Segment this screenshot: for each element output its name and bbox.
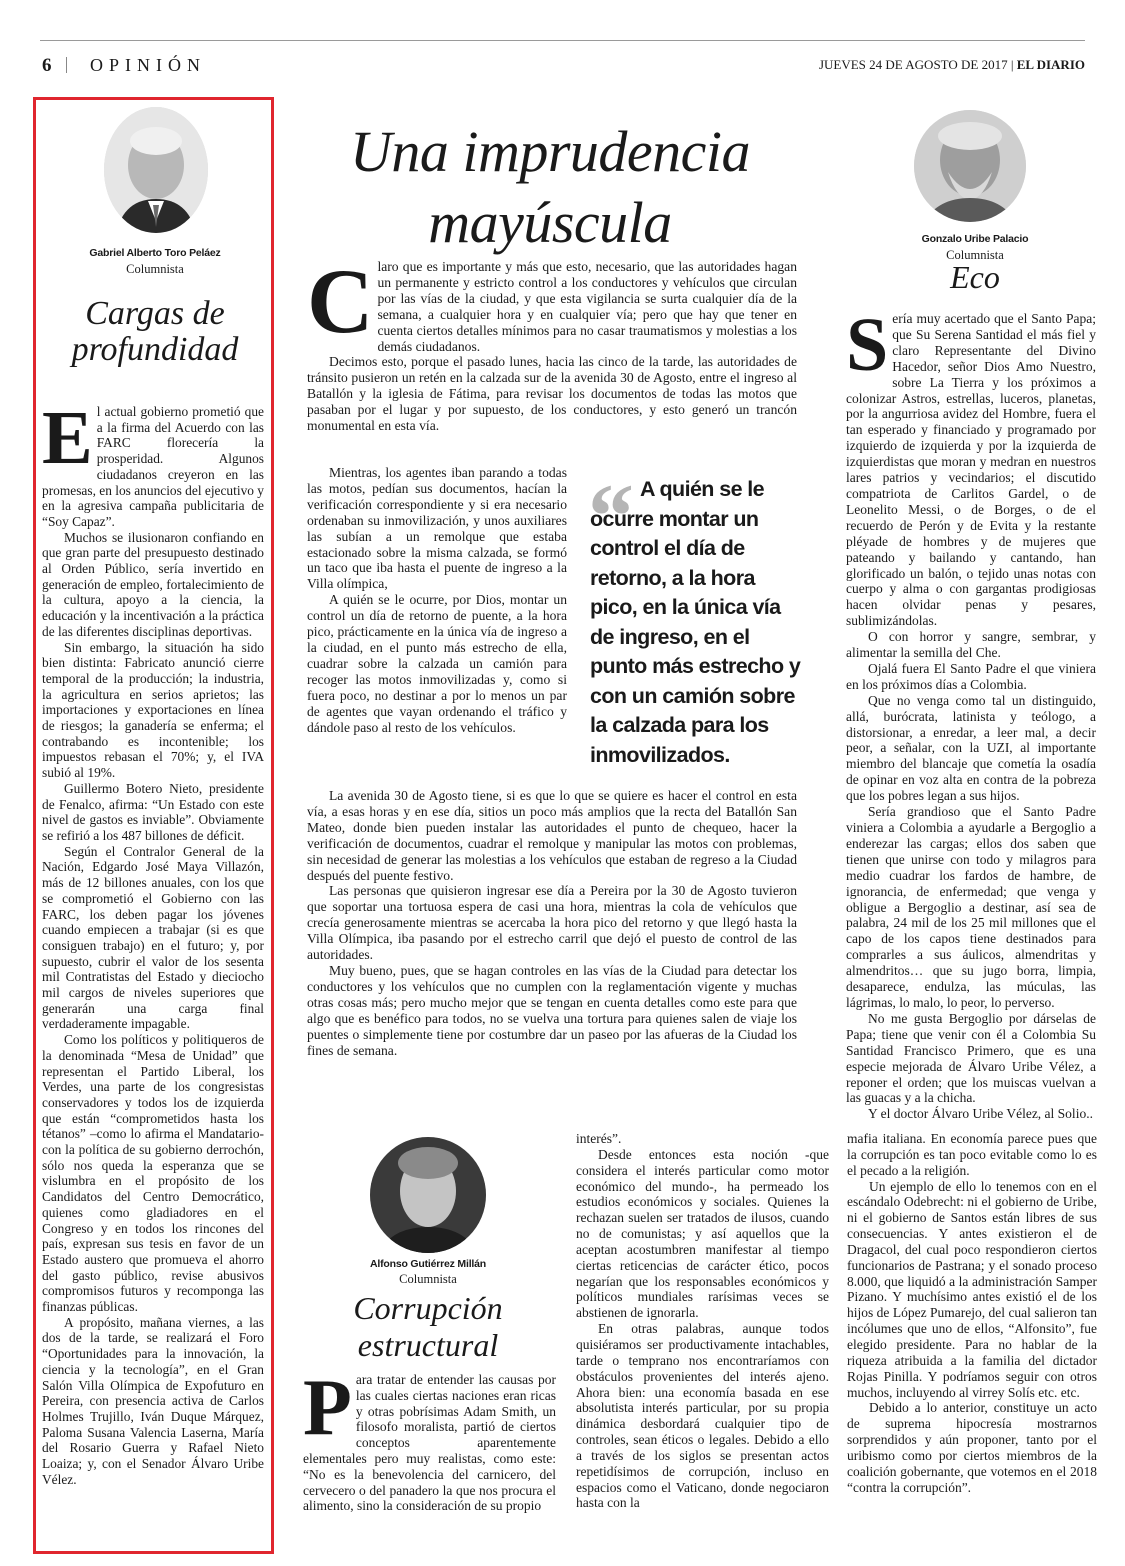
paragraph: Desde entonces esta noción -que considera el interés particular como motor económico del mundo-, ha permeado los estudios económicos y sociales. Quienes la rechazan suelen ser tratados de ilusos, cuando no de comunistas; y así aquellos que la aceptan acostumbren manifestar al tiempo ciertas reticencias de carácter ético, pocos negarían que los responsables económicos y políticos mundiales rarísimas veces se abstienen de ignorarla. — [576, 1146, 829, 1321]
pull-quote — [590, 475, 805, 770]
portrait-image — [914, 110, 1026, 222]
author-role: Columnista — [126, 262, 184, 276]
author-name: Alfonso Gutiérrez Millán — [370, 1258, 486, 1270]
paragraph: No me gusta Bergoglio por dárselas de Papa; tiene que venir con él a Colombia Su Santidad Francisco Primero, que es una especie mejorada de Álvaro Uribe Vélez, a reponer el orden; que los muiscas vuelvan a las guacas y a la chicha. — [846, 1010, 1096, 1106]
page-number: 6 — [42, 55, 52, 76]
paragraph: Ojalá fuera El Santo Padre el que viniera en los próximos días a Colombia. — [846, 660, 1096, 692]
paragraph — [42, 396, 265, 530]
header-separator — [66, 57, 67, 73]
paragraph: Un ejemplo de ello lo tenemos con en el escándalo Odebrecht: ni el gobierno de Uribe, ni el gobierno de Santos están libres de sus consecuencias. Y antes existieron el de Dragacol, del cual poco respondieron ciertos funcionarios de Pastrana; y el sonado proceso 8.000, que liquidó a la administración Samper Pizano. Y muchísimo antes existió el de los hijos de López Pumarejo, del cual salieron tan incólumes que uno de ellos, “Alfonsito”, fue elegido presidente. Para no hablar de la riqueza atribuida a la familia del dictador Rojas Pinilla. Y podríamos seguir con otros muchos, incluyendo al virrey Solís etc. etc. — [847, 1178, 1097, 1400]
paragraph-text: laro que es importante y más que esto, necesario, que las autoridades hagan un permanente y estricto control a los conductores y vehículos que circulan por las vías de la ciudad, y que esta vigilancia se surta cualquier día de la semana, a cualquier hora y en cualquier vía; pero que hay que tener en cuenta ciertos detalles mínimos para no casar traumatismos y molestias a los demás ciudadanos. — [377, 259, 797, 354]
paragraph-text: ara tratar de entender las causas por las cuales ciertas naciones eran ricas y otras pobrísimas Adam Smith, un filosofo moralista, partió de ciertos conceptos aparentemente elementales pero muy realistas, como este: “No es la benevolencia del carnicero, del cervecero o del panadero la que nos procura el alimento, sino la consideración de su propio — [303, 1372, 556, 1514]
editorial-headline — [300, 117, 800, 259]
paragraph: Mientras, los agentes iban parando a todas las motos, pedían sus documentos, hacían la verificación correspondiente y si era necesario ordenaban su inmovilización, y unos auxiliares las subían a un remolque que estaba estacionado sobre la misma calzada, se formó un taco que iba hasta el puente de ingreso a la Villa olímpica, — [307, 465, 567, 592]
author-name: Gabriel Alberto Toro Peláez — [89, 247, 221, 259]
author-role: Columnista — [399, 1272, 457, 1286]
quote-mark-icon: “ — [588, 465, 634, 567]
paragraph: Según el Contralor General de la Nación, Edgardo José Maya Villazón, más de 12 billones anuales, con los que se comprometió el Gobierno con las FARC, los deben pagar los jóvenes cuando empiecen a trabajar (si es que consiguen trabajo) en el futuro; y, por supuesto, cubrir el valor de los sesenta mil Contratistas del Estado y dieciocho mil cargos de niveles superiores que generarán una carga final verdaderamente impagable. — [42, 843, 264, 1032]
column-title — [318, 1290, 538, 1364]
paragraph: Las personas que quisieron ingresar ese día a Pereira por la 30 de Agosto tuvieron que soportar una tortuosa espera de casi una hora, mientras la cola de vehículos que crecía generosamente mientras se acercaba la hora pico del retorno y que llegó hasta la Villa Olímpica, iba pasando por el estrecho carril que dejó el puesto de control de las autoridades. — [307, 883, 797, 963]
section-name: OPINIÓN — [90, 55, 206, 75]
paragraph: Sería grandioso que el Santo Padre viniera a Colombia a ayudarle a Bergoglio a enderezar las cargas; ellos dos saben que tienen que unirse con todo y milagros para medio cuadrar los fardos de hambre, de ignorancia, de enfermedad; que venga y obligue a Bergoglio a destinar, así sea de palabra, 24 mil de los 25 mil millones que el capo de los capos tiene destinados para comprarles a sus áulicos, almendritas y almendritos… que su jugo borra, limpia, desaparece, endulza, las múculas, las lágrimas, lo malo, lo peor, lo perverso. — [846, 804, 1096, 1010]
bottom-article-col1 — [303, 1364, 556, 1514]
right-column-body — [846, 303, 1096, 1122]
dropcap: C — [307, 250, 374, 352]
author-name: Gonzalo Uribe Palacio — [921, 233, 1029, 245]
paragraph — [307, 250, 797, 354]
author-photo-uribe — [914, 110, 1026, 222]
paragraph: Debido a lo anterior, constituye un acto de suprema hipocresía mostrarnos sorprendidos y aún proponer, tanto por el uribismo como por ciertos miembros de la coalición gobernante, que votemos en el 2018 “contra la corrupción”. — [847, 1400, 1097, 1495]
date-text: JUEVES 24 DE AGOSTO DE 2017 — [818, 57, 1008, 72]
paragraph: Guillermo Botero Nieto, presidente de Fenalco, afirma: “Un Estado con este nivel de gastos es inviable”. Obviamente se refirió a los 487 billones de déficit. — [42, 780, 264, 843]
paragraph: interés”. — [576, 1131, 622, 1146]
bottom-article-col3 — [847, 1131, 1097, 1495]
header-rule — [40, 40, 1085, 41]
paragraph: Muchos se ilusionaron confiando en que gran parte del presupuesto destinado al Orden Público, sería invertido en generación de empleo, fortalecimiento de la cultura, apoyo a la ciencia, la educación y la incentivación a la práctica de las diferentes disciplinas deportivas. — [42, 529, 264, 639]
dropcap: E — [42, 396, 93, 480]
paragraph: A quién se le ocurre, por Dios, montar un control un día de retorno de puente, a la hora pico, prácticamente en la única vía de ingreso a la ciudad, en el punto más estrecho de ella, cuadrar sobre la calzada un camión para recoger las motos inmovilizadas y, como si fuera poco, no destinar a por lo menos un par de agentes que vayan ordenando el tráfico y dándole paso al resto de los vehículos. — [307, 592, 567, 735]
paragraph: La avenida 30 de Agosto tiene, si es que lo que se quiere es hacer el control en esta vía, a esas horas y en ese día, sitios un poco más amplios que la recta del Batallón San Mateo, donde bien pueden instalar las autoridades el punto de chequeo, hacer la verificación de documentos, cuadrar el remolque y manipular las motos con problemas, sin necesidad de generar las molestias a los vehículos que estaban de regreso a la Ciudad después del puente festivo. — [307, 788, 797, 883]
bottom-article-col2 — [576, 1131, 829, 1511]
column-title-line1: Cargas de — [85, 295, 225, 332]
column-title — [45, 296, 265, 367]
paragraph: Que no venga como tal un distinguido, allá, burócrata, latinista y teólogo, a distorsionar, a enredar, a leer mal, a decir peor, a señalar, con la UZI, al importante miembro del blancaje que cometía la osadía de opinar en voz alta en contra de la pobreza que los pobres legan a sus hijos. — [846, 692, 1096, 804]
dropcap: S — [846, 303, 889, 387]
author-photo-toro — [104, 107, 208, 233]
column-title-line1: Corrupción — [353, 1290, 503, 1326]
left-column-body — [42, 396, 265, 1488]
paragraph — [846, 303, 1096, 629]
pullquote-text: A quién se le ocurre montar un control el día de retorno, a la hora pico, en la única vía de ingreso, en el punto más estrecho y con un camión sobre la calzada para los inmovilizados. — [590, 477, 801, 767]
editorial-body-bottom — [307, 788, 797, 1058]
paragraph-text: ería muy acertado que el Santo Papa; que Su Serena Santidad el más fiel y claro Representante del Divino Hacedor, señor Dios Amo Nuestro, sobre La Tierra y los próximos a colonizar Astros, estrellas, luceros, planetas, por la angurriosa avidez del Hombre, fuera el tan esperado y financiado y programado por izquierdo de izquierda y por la izquierda de izquierdistas que moran y medran en nuestros lares patrios y vecindarios; el discutido compatriota de Carlitos Gardel, o de Leonelito Messi, o de Borges, o de el recuerdo de Perón y de Evita y la restante pléyade de hombres y de mujeres que pateando y bailando y cantando, han glorificado un balón, o tejido unas notas con cuerpo y alma o con gargantas prodigiosas hacen olvidar penas y pesares, sublimizándolas. — [846, 311, 1096, 629]
paragraph: Muy bueno, pues, que se hagan controles en las vías de la Ciudad para detectar los conductores y los vehículos que no cumplen con la reglamentación vigente y muchas otras cosas más; pero mucho mejor que se tengan en cuenta detalles como este para que algo que es benéfico para todos, no se vuelva una tortura para quienes salen de viaje los puentes o simplemente tiene por costumbre dar un paseo por las afueras de la Ciudad los fines de semana. — [307, 962, 797, 1058]
paragraph: A propósito, mañana viernes, a las dos de la tarde, se realizará el Foro “Oportunidades para la innovación, la ciencia y la tecnología”, en el Gran Salón Villa Olímpica de Expofuturo en Pereira, con presencia activa de Carlos Holmes Trujillo, Iván Duque Márquez, Paloma Susana Valencia Laserna, María del Rosario Guerra y Rafael Nieto Loaiza; y, con el Senador Álvaro Uribe Vélez. — [42, 1314, 264, 1487]
author-role: Columnista — [946, 248, 1004, 262]
column-title-line2: estructural — [357, 1326, 499, 1363]
paragraph: mafia italiana. En economía parece pues que la corrupción es tan poco evitable como lo es el pecado a la religión. — [847, 1131, 1097, 1178]
paragraph: Decimos esto, porque el pasado lunes, hacia las cinco de la tarde, las autoridades de tránsito pusieron un retén en la calzada sur de la avenida 30 de Agosto, entre el ingreso al Batallón y la iglesia de Fátima, para revisar los documentos de todas las motos que pasaban por el lugar y por supuesto, de los conductores, y esto generó un trancón monumental en esta vía. — [307, 354, 797, 434]
column-title: Eco — [950, 259, 1000, 295]
editorial-body-top — [307, 250, 797, 434]
paragraph: Como los políticos y politiqueros de la denominada “Mesa de Unidad” que representan el Partido Liberal, los Verdes, una parte de los congresistas conservadores y todos los de izquierda que están “comprometidos hasta los tétanos” –como lo afirma el Mandatario- con la política de su gobierno derrochón, sólo nos queda la esperanza que se vislumbra en el propósito de los Candidatos del Centro Democrático, quienes como gladiadores en el Congreso y en todos los rincones del país, expresan sus tesis en favor de un Estado austero que promueva el ahorro del gasto público, revise abusivos compromisos futuros y recomponga las finanzas públicas. — [42, 1032, 264, 1315]
paragraph: O con horror y sangre, sembrar, y alimentar la semilla del Che. — [846, 629, 1096, 661]
editorial-body-narrow — [307, 465, 567, 735]
paragraph: Sin embargo, la situación ha sido bien distinta: Fabricato anunció cierre temporal de la producción; la industria, la agricultura en serios aprietos; las importaciones y exportaciones en línea de riesgos; la ganadería se enferma; el contrabando es incontenible; los impuestos rebasan el 70%; y, el IVA subió al 19%. — [42, 639, 264, 781]
column-title-line2: profundidad — [71, 330, 239, 368]
paragraph — [303, 1364, 556, 1514]
newspaper-name: EL DIARIO — [1016, 57, 1085, 72]
dateline: JUEVES 24 DE AGOSTO DE 2017 | EL DIARIO — [818, 57, 1085, 72]
headline-line2: mayúscula — [428, 189, 672, 255]
author-photo-gutierrez — [370, 1137, 486, 1253]
portrait-image — [370, 1137, 486, 1253]
headline-line1: Una imprudencia — [349, 119, 751, 184]
paragraph-text: l actual gobierno prometió que a la firma del Acuerdo con las FARC florecería la prosperidad. Algunos ciudadanos creyeron en las promesas, en los anuncios del ejecutivo y en la agresiva campaña publicitaria de “Soy Capaz”. — [42, 404, 265, 529]
portrait-image — [104, 107, 208, 233]
paragraph: En otras palabras, aunque todos quisiéramos ser productivamente intachables, tarde o temprano nos encontraríamos con obstáculos provenientes del interés ajeno. Ahora bien: una economía basada en ese absolutista interés particular, por su propia dinámica desbordará cualquier tipo de controles, sean éticos o legales. Debido a ello a través de los siglos se presentan actos repetidísimos de corrupción, incluso en espacios como el Vaticano, donde negociaron hasta con la — [576, 1321, 829, 1511]
dropcap: P — [303, 1364, 352, 1452]
paragraph: Y el doctor Álvaro Uribe Vélez, al Solio.. — [868, 1106, 1093, 1122]
